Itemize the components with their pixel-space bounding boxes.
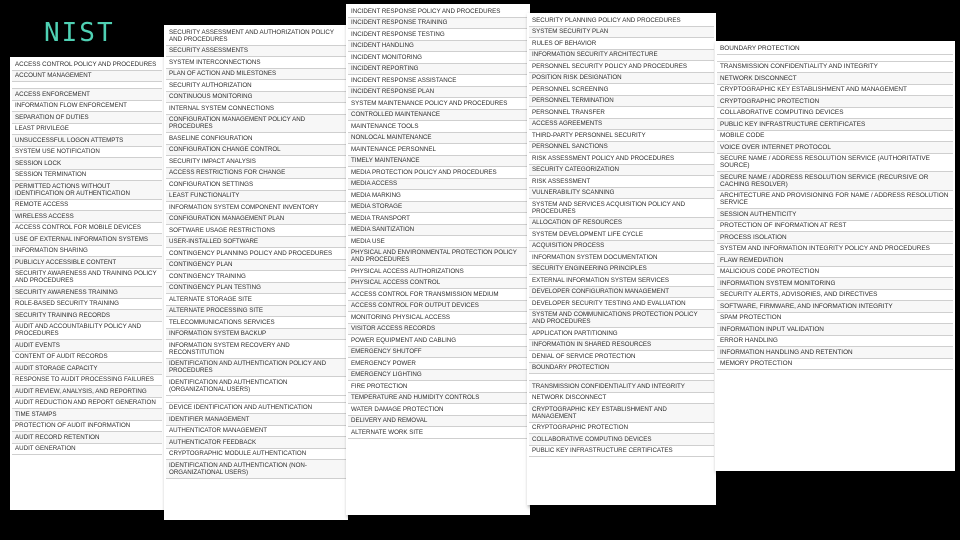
control-item: MALICIOUS CODE PROTECTION bbox=[717, 267, 953, 279]
control-item: INCIDENT REPORTING bbox=[348, 64, 528, 76]
control-item: PERSONNEL SECURITY POLICY AND PROCEDURES bbox=[529, 61, 714, 73]
control-item: EXTERNAL INFORMATION SYSTEM SERVICES bbox=[529, 275, 714, 287]
control-item: SYSTEM DEVELOPMENT LIFE CYCLE bbox=[529, 229, 714, 241]
control-item: SECURITY ALERTS, ADVISORIES, AND DIRECTIVES bbox=[717, 290, 953, 302]
control-item: SPAM PROTECTION bbox=[717, 313, 953, 325]
control-item: CRYPTOGRAPHIC KEY ESTABLISHMENT AND MANAGEMENT bbox=[529, 404, 714, 423]
control-item: SESSION LOCK bbox=[12, 158, 162, 170]
control-item: TIMELY MAINTENANCE bbox=[348, 156, 528, 168]
control-item: INCIDENT RESPONSE TRAINING bbox=[348, 18, 528, 30]
control-item: ACCESS CONTROL FOR MOBILE DEVICES bbox=[12, 223, 162, 235]
control-item: INFORMATION SYSTEM DOCUMENTATION bbox=[529, 252, 714, 264]
control-item: POWER EQUIPMENT AND CABLING bbox=[348, 335, 528, 347]
control-item: MEDIA PROTECTION POLICY AND PROCEDURES bbox=[348, 167, 528, 179]
control-item: AUTHENTICATOR FEEDBACK bbox=[166, 437, 346, 449]
control-item: PUBLICLY ACCESSIBLE CONTENT bbox=[12, 257, 162, 269]
control-item: MEDIA TRANSPORT bbox=[348, 213, 528, 225]
control-list-panel-5 bbox=[715, 41, 955, 471]
control-item: EMERGENCY POWER bbox=[348, 358, 528, 370]
control-item: UNSUCCESSFUL LOGON ATTEMPTS bbox=[12, 135, 162, 147]
control-item: SOFTWARE, FIRMWARE, AND INFORMATION INTEGRITY bbox=[717, 301, 953, 313]
control-item: PROTECTION OF AUDIT INFORMATION bbox=[12, 421, 162, 433]
control-item: CRYPTOGRAPHIC MODULE AUTHENTICATION bbox=[166, 449, 346, 461]
control-item: ACCESS ENFORCEMENT bbox=[12, 89, 162, 101]
control-item: INTERNAL SYSTEM CONNECTIONS bbox=[166, 103, 346, 115]
control-item: INCIDENT HANDLING bbox=[348, 41, 528, 53]
control-item: DELIVERY AND REMOVAL bbox=[348, 416, 528, 428]
control-item: REMOTE ACCESS bbox=[12, 200, 162, 212]
control-item: USER-INSTALLED SOFTWARE bbox=[166, 237, 346, 249]
control-item: INCIDENT RESPONSE TESTING bbox=[348, 29, 528, 41]
control-item: SECURITY PLANNING POLICY AND PROCEDURES bbox=[529, 15, 714, 27]
control-item: AUDIT GENERATION bbox=[12, 444, 162, 456]
control-item: APPLICATION PARTITIONING bbox=[529, 328, 714, 340]
control-item: DENIAL OF SERVICE PROTECTION bbox=[529, 351, 714, 363]
control-item: CONTINGENCY PLANNING POLICY AND PROCEDURES bbox=[166, 248, 346, 260]
control-item: CONTENT OF AUDIT RECORDS bbox=[12, 352, 162, 364]
control-item: SESSION TERMINATION bbox=[12, 170, 162, 182]
control-item: LEAST FUNCTIONALITY bbox=[166, 191, 346, 203]
control-item: NONLOCAL MAINTENANCE bbox=[348, 133, 528, 145]
control-item: THIRD-PARTY PERSONNEL SECURITY bbox=[529, 130, 714, 142]
control-item: CONFIGURATION CHANGE CONTROL bbox=[166, 145, 346, 157]
control-item: SECURITY CATEGORIZATION bbox=[529, 165, 714, 177]
control-item: BASELINE CONFIGURATION bbox=[166, 133, 346, 145]
control-list-panel-3 bbox=[346, 4, 530, 515]
control-item: SECURITY ASSESSMENTS bbox=[166, 46, 346, 58]
control-item: COLLABORATIVE COMPUTING DEVICES bbox=[717, 108, 953, 120]
control-item: ERROR HANDLING bbox=[717, 336, 953, 348]
control-item: PUBLIC KEY INFRASTRUCTURE CERTIFICATES bbox=[529, 446, 714, 458]
control-item: ARCHITECTURE AND PROVISIONING FOR NAME / ADDRESS RESOLUTION SERVICE bbox=[717, 191, 953, 210]
control-item: INFORMATION SYSTEM BACKUP bbox=[166, 329, 346, 341]
control-item: USE OF EXTERNAL INFORMATION SYSTEMS bbox=[12, 234, 162, 246]
list-spacer bbox=[12, 82, 162, 89]
control-item: MAINTENANCE PERSONNEL bbox=[348, 144, 528, 156]
control-item: BOUNDARY PROTECTION bbox=[529, 363, 714, 375]
control-item: CRYPTOGRAPHIC PROTECTION bbox=[529, 423, 714, 435]
control-item: SYSTEM MAINTENANCE POLICY AND PROCEDURES bbox=[348, 98, 528, 110]
control-item: PROCESS ISOLATION bbox=[717, 232, 953, 244]
control-item: ALTERNATE WORK SITE bbox=[348, 427, 528, 439]
control-item: WATER DAMAGE PROTECTION bbox=[348, 404, 528, 416]
control-item: IDENTIFICATION AND AUTHENTICATION POLICY AND PROCEDURES bbox=[166, 359, 346, 378]
control-item: MONITORING PHYSICAL ACCESS bbox=[348, 312, 528, 324]
control-item: MEMORY PROTECTION bbox=[717, 359, 953, 371]
control-item: CRYPTOGRAPHIC KEY ESTABLISHMENT AND MANAGEMENT bbox=[717, 85, 953, 97]
control-item: CONTINGENCY PLAN bbox=[166, 260, 346, 272]
control-list-panel-2 bbox=[164, 25, 348, 520]
control-item: RESPONSE TO AUDIT PROCESSING FAILURES bbox=[12, 375, 162, 387]
control-item: INFORMATION HANDLING AND RETENTION bbox=[717, 347, 953, 359]
control-item: PERSONNEL TRANSFER bbox=[529, 107, 714, 119]
control-item: PERMITTED ACTIONS WITHOUT IDENTIFICATION OR AUTHENTICATION bbox=[12, 181, 162, 200]
control-item: AUDIT RECORD RETENTION bbox=[12, 432, 162, 444]
control-item: TEMPERATURE AND HUMIDITY CONTROLS bbox=[348, 393, 528, 405]
control-item: CONFIGURATION MANAGEMENT PLAN bbox=[166, 214, 346, 226]
control-item: ACQUISITION PROCESS bbox=[529, 241, 714, 253]
control-item: IDENTIFICATION AND AUTHENTICATION (NON-ORGANIZATIONAL USERS) bbox=[166, 460, 346, 479]
control-item: ALLOCATION OF RESOURCES bbox=[529, 218, 714, 230]
control-item: CONTINUOUS MONITORING bbox=[166, 92, 346, 104]
list-spacer bbox=[529, 374, 714, 381]
control-item: SECURITY AWARENESS TRAINING bbox=[12, 287, 162, 299]
control-item: ACCESS CONTROL POLICY AND PROCEDURES bbox=[12, 59, 162, 71]
control-item: RULES OF BEHAVIOR bbox=[529, 38, 714, 50]
control-item: PROTECTION OF INFORMATION AT REST bbox=[717, 221, 953, 233]
control-item: CONTROLLED MAINTENANCE bbox=[348, 110, 528, 122]
control-item: FLAW REMEDIATION bbox=[717, 255, 953, 267]
list-spacer bbox=[166, 396, 346, 403]
control-item: INCIDENT RESPONSE ASSISTANCE bbox=[348, 75, 528, 87]
control-item: SECURE NAME / ADDRESS RESOLUTION SERVICE (RECURSIVE OR CACHING RESOLVER) bbox=[717, 172, 953, 191]
control-item: LEAST PRIVILEGE bbox=[12, 124, 162, 136]
control-item: AUDIT AND ACCOUNTABILITY POLICY AND PROCEDURES bbox=[12, 322, 162, 341]
control-item: VOICE OVER INTERNET PROTOCOL bbox=[717, 142, 953, 154]
control-item: SECURITY TRAINING RECORDS bbox=[12, 310, 162, 322]
control-item: SECURITY AWARENESS AND TRAINING POLICY AND PROCEDURES bbox=[12, 269, 162, 288]
control-item: SEPARATION OF DUTIES bbox=[12, 112, 162, 124]
control-item: EMERGENCY LIGHTING bbox=[348, 370, 528, 382]
control-item: MEDIA SANITIZATION bbox=[348, 225, 528, 237]
slide-title: NIST bbox=[44, 18, 115, 48]
control-item: SYSTEM SECURITY PLAN bbox=[529, 27, 714, 39]
control-item: MEDIA USE bbox=[348, 236, 528, 248]
control-item: VISITOR ACCESS RECORDS bbox=[348, 324, 528, 336]
control-item: TIME STAMPS bbox=[12, 409, 162, 421]
control-item: INFORMATION SECURITY ARCHITECTURE bbox=[529, 50, 714, 62]
control-item: ACCESS CONTROL FOR OUTPUT DEVICES bbox=[348, 301, 528, 313]
control-item: FIRE PROTECTION bbox=[348, 381, 528, 393]
control-item: INFORMATION SHARING bbox=[12, 246, 162, 258]
control-item: CONTINGENCY TRAINING bbox=[166, 271, 346, 283]
control-item: SECURITY AUTHORIZATION bbox=[166, 80, 346, 92]
control-item: PUBLIC KEY INFRASTRUCTURE CERTIFICATES bbox=[717, 119, 953, 131]
control-item: MOBILE CODE bbox=[717, 131, 953, 143]
control-item: PHYSICAL AND ENVIRONMENTAL PROTECTION POLICY AND PROCEDURES bbox=[348, 248, 528, 267]
control-item: CONFIGURATION MANAGEMENT POLICY AND PROCEDURES bbox=[166, 115, 346, 134]
control-item: ROLE-BASED SECURITY TRAINING bbox=[12, 299, 162, 311]
control-item: SYSTEM INTERCONNECTIONS bbox=[166, 57, 346, 69]
control-item: ALTERNATE PROCESSING SITE bbox=[166, 306, 346, 318]
control-item: SECURITY ASSESSMENT AND AUTHORIZATION POLICY AND PROCEDURES bbox=[166, 27, 346, 46]
control-item: RISK ASSESSMENT bbox=[529, 176, 714, 188]
control-item: SYSTEM AND COMMUNICATIONS PROTECTION POLICY AND PROCEDURES bbox=[529, 310, 714, 329]
control-item: CRYPTOGRAPHIC PROTECTION bbox=[717, 96, 953, 108]
control-item: BOUNDARY PROTECTION bbox=[717, 43, 953, 55]
control-item: SECURE NAME / ADDRESS RESOLUTION SERVICE (AUTHORITATIVE SOURCE) bbox=[717, 154, 953, 173]
control-item: SESSION AUTHENTICITY bbox=[717, 209, 953, 221]
control-item: AUDIT REDUCTION AND REPORT GENERATION bbox=[12, 398, 162, 410]
control-item: NETWORK DISCONNECT bbox=[717, 73, 953, 85]
control-item: AUDIT REVIEW, ANALYSIS, AND REPORTING bbox=[12, 386, 162, 398]
control-item: ALTERNATE STORAGE SITE bbox=[166, 294, 346, 306]
list-spacer bbox=[717, 55, 953, 62]
control-item: CONTINGENCY PLAN TESTING bbox=[166, 283, 346, 295]
control-item: INCIDENT RESPONSE PLAN bbox=[348, 87, 528, 99]
control-item: COLLABORATIVE COMPUTING DEVICES bbox=[529, 434, 714, 446]
control-item: SYSTEM AND INFORMATION INTEGRITY POLICY AND PROCEDURES bbox=[717, 244, 953, 256]
control-item: AUTHENTICATOR MANAGEMENT bbox=[166, 426, 346, 438]
control-item: NETWORK DISCONNECT bbox=[529, 393, 714, 405]
control-item: SECURITY ENGINEERING PRINCIPLES bbox=[529, 264, 714, 276]
control-item: SYSTEM AND SERVICES ACQUISITION POLICY AND PROCEDURES bbox=[529, 199, 714, 218]
control-item: MEDIA ACCESS bbox=[348, 179, 528, 191]
control-item: DEVELOPER CONFIGURATION MANAGEMENT bbox=[529, 287, 714, 299]
control-item: INFORMATION FLOW ENFORCEMENT bbox=[12, 101, 162, 113]
control-item: ACCESS CONTROL FOR TRANSMISSION MEDIUM bbox=[348, 289, 528, 301]
control-item: PERSONNEL TERMINATION bbox=[529, 96, 714, 108]
control-item: POSITION RISK DESIGNATION bbox=[529, 73, 714, 85]
control-item: ACCESS RESTRICTIONS FOR CHANGE bbox=[166, 168, 346, 180]
control-item: SYSTEM USE NOTIFICATION bbox=[12, 147, 162, 159]
control-item: PLAN OF ACTION AND MILESTONES bbox=[166, 69, 346, 81]
control-item: RISK ASSESSMENT POLICY AND PROCEDURES bbox=[529, 153, 714, 165]
control-list-panel-1 bbox=[10, 57, 164, 510]
control-item: MAINTENANCE TOOLS bbox=[348, 121, 528, 133]
control-item: DEVICE IDENTIFICATION AND AUTHENTICATION bbox=[166, 403, 346, 415]
control-item: PERSONNEL SANCTIONS bbox=[529, 142, 714, 154]
control-item: SECURITY IMPACT ANALYSIS bbox=[166, 156, 346, 168]
control-item: MEDIA MARKING bbox=[348, 190, 528, 202]
control-item: INCIDENT MONITORING bbox=[348, 52, 528, 64]
control-item: EMERGENCY SHUTOFF bbox=[348, 347, 528, 359]
control-item: TRANSMISSION CONFIDENTIALITY AND INTEGRITY bbox=[717, 62, 953, 74]
control-item: TRANSMISSION CONFIDENTIALITY AND INTEGRITY bbox=[529, 381, 714, 393]
control-item: CONFIGURATION SETTINGS bbox=[166, 179, 346, 191]
control-item: SOFTWARE USAGE RESTRICTIONS bbox=[166, 225, 346, 237]
control-item: INFORMATION SYSTEM MONITORING bbox=[717, 278, 953, 290]
control-item: VULNERABILITY SCANNING bbox=[529, 188, 714, 200]
control-item: DEVELOPER SECURITY TESTING AND EVALUATION bbox=[529, 298, 714, 310]
control-item: INCIDENT RESPONSE POLICY AND PROCEDURES bbox=[348, 6, 528, 18]
control-item: ACCESS AGREEMENTS bbox=[529, 119, 714, 131]
control-item: IDENTIFIER MANAGEMENT bbox=[166, 414, 346, 426]
control-item: PHYSICAL ACCESS AUTHORIZATIONS bbox=[348, 266, 528, 278]
control-item: PERSONNEL SCREENING bbox=[529, 84, 714, 96]
control-item: PHYSICAL ACCESS CONTROL bbox=[348, 278, 528, 290]
control-item: ACCOUNT MANAGEMENT bbox=[12, 71, 162, 83]
control-item: MEDIA STORAGE bbox=[348, 202, 528, 214]
control-item: IDENTIFICATION AND AUTHENTICATION (ORGANIZATIONAL USERS) bbox=[166, 377, 346, 396]
control-item: TELECOMMUNICATIONS SERVICES bbox=[166, 317, 346, 329]
control-item: INFORMATION INPUT VALIDATION bbox=[717, 324, 953, 336]
control-list-panel-4 bbox=[527, 13, 716, 505]
control-item: INFORMATION SYSTEM RECOVERY AND RECONSTITUTION bbox=[166, 340, 346, 359]
control-item: AUDIT STORAGE CAPACITY bbox=[12, 363, 162, 375]
control-item: INFORMATION SYSTEM COMPONENT INVENTORY bbox=[166, 202, 346, 214]
control-item: AUDIT EVENTS bbox=[12, 340, 162, 352]
control-item: INFORMATION IN SHARED RESOURCES bbox=[529, 340, 714, 352]
control-item: WIRELESS ACCESS bbox=[12, 211, 162, 223]
